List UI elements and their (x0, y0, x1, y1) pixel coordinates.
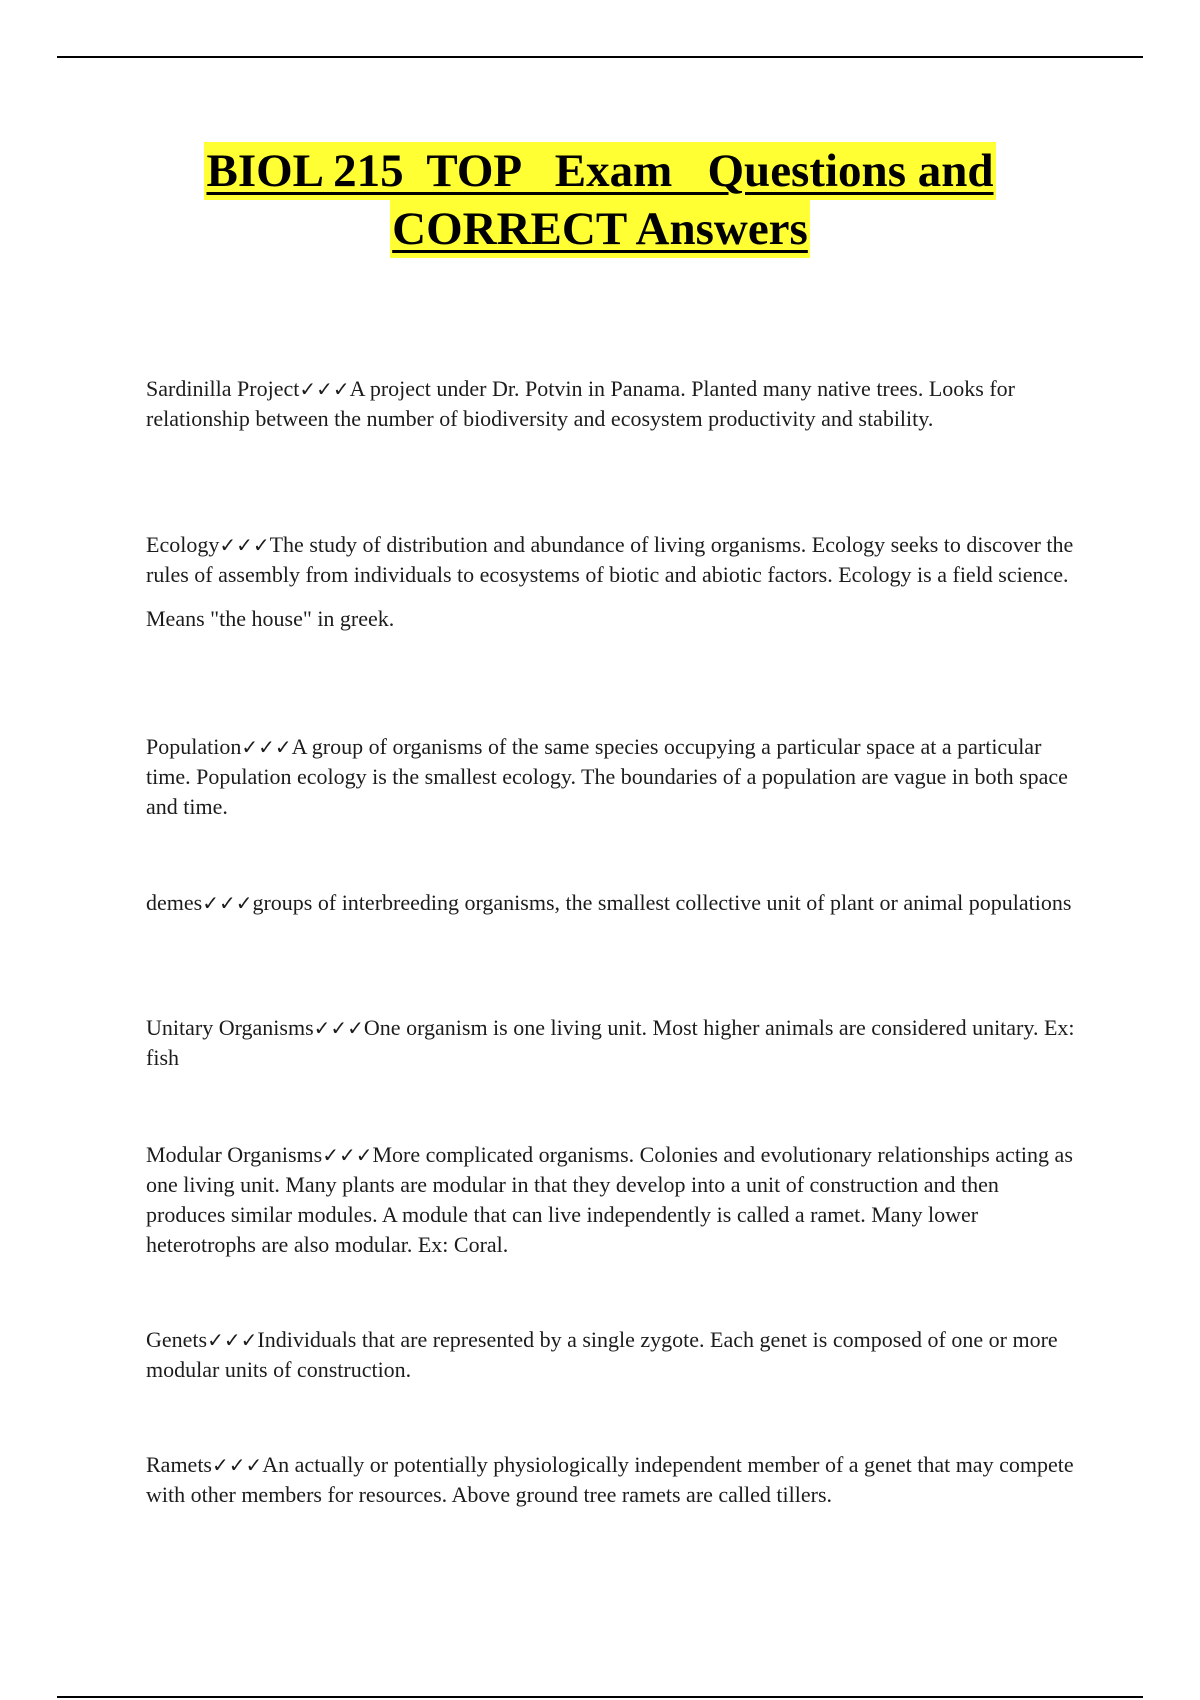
entry-term: Genets (146, 1327, 208, 1352)
check-marks-icon: ✓✓✓ (219, 533, 270, 557)
entry-term: demes (146, 890, 203, 915)
check-marks-icon: ✓✓✓ (241, 735, 292, 759)
entry-demes (146, 888, 1076, 918)
entry-definition: Individuals that are represented by a single zygote. Each genet is composed of one or more modular units of construction. (146, 1327, 1058, 1382)
check-marks-icon: ✓✓✓ (207, 1328, 258, 1352)
entry-term: Sardinilla Project (146, 376, 300, 401)
check-marks-icon: ✓✓✓ (212, 1453, 263, 1477)
title-line-2: CORRECT Answers (390, 200, 810, 258)
entry-unitary-organisms (146, 1013, 1076, 1073)
entry-genets (146, 1325, 1076, 1385)
top-rule (57, 56, 1143, 58)
entry-ramets (146, 1450, 1076, 1510)
entry-population (146, 732, 1076, 822)
check-marks-icon: ✓✓✓ (299, 377, 350, 401)
entry-term: Modular Organisms (146, 1142, 323, 1167)
document-title (0, 142, 1200, 258)
entry-sardinilla-project (146, 374, 1076, 434)
entry-definition: groups of interbreeding organisms, the smallest collective unit of plant or animal populations (252, 890, 1072, 915)
entry-extra-note: Means "the house" in greek. (146, 606, 395, 631)
entry-ecology (146, 530, 1076, 634)
entry-definition: One organism is one living unit. Most higher animals are considered unitary. Ex: fish (146, 1015, 1075, 1070)
entry-term: Ramets (146, 1452, 212, 1477)
entry-term: Population (146, 734, 242, 759)
entry-definition: A project under Dr. Potvin in Panama. Planted many native trees. Looks for relationship between the number of biodiversity and ecosystem productivity and stability. (146, 376, 1016, 431)
entry-definition: More complicated organisms. Colonies and evolutionary relationships acting as one living unit. Many plants are modular in that they develop into a unit of construction and then produces similar modules. A module that can live independently is called a ramet. Many lower heterotrophs are also modular. Ex: Coral. (146, 1142, 1073, 1257)
entry-term: Ecology (146, 532, 220, 557)
check-marks-icon: ✓✓✓ (313, 1016, 364, 1040)
entry-modular-organisms (146, 1140, 1076, 1260)
title-line-1: BIOL 215 TOP Exam Questions and (204, 142, 995, 200)
check-marks-icon: ✓✓✓ (202, 891, 253, 915)
bottom-rule (57, 1696, 1143, 1698)
entry-definition: A group of organisms of the same species occupying a particular space at a particular time. Population ecology is the smallest ecology. The boundaries of a population are vague in both space and time. (146, 734, 1068, 819)
entry-definition: An actually or potentially physiologically independent member of a genet that may compete with other members for resources. Above ground tree ramets are called tillers. (146, 1452, 1074, 1507)
check-marks-icon: ✓✓✓ (322, 1143, 373, 1167)
entry-definition: The study of distribution and abundance of living organisms. Ecology seeks to discover the rules of assembly from individuals to ecosystems of biotic and abiotic factors. Ecology is a field science. (146, 532, 1074, 587)
entry-term: Unitary Organisms (146, 1015, 314, 1040)
